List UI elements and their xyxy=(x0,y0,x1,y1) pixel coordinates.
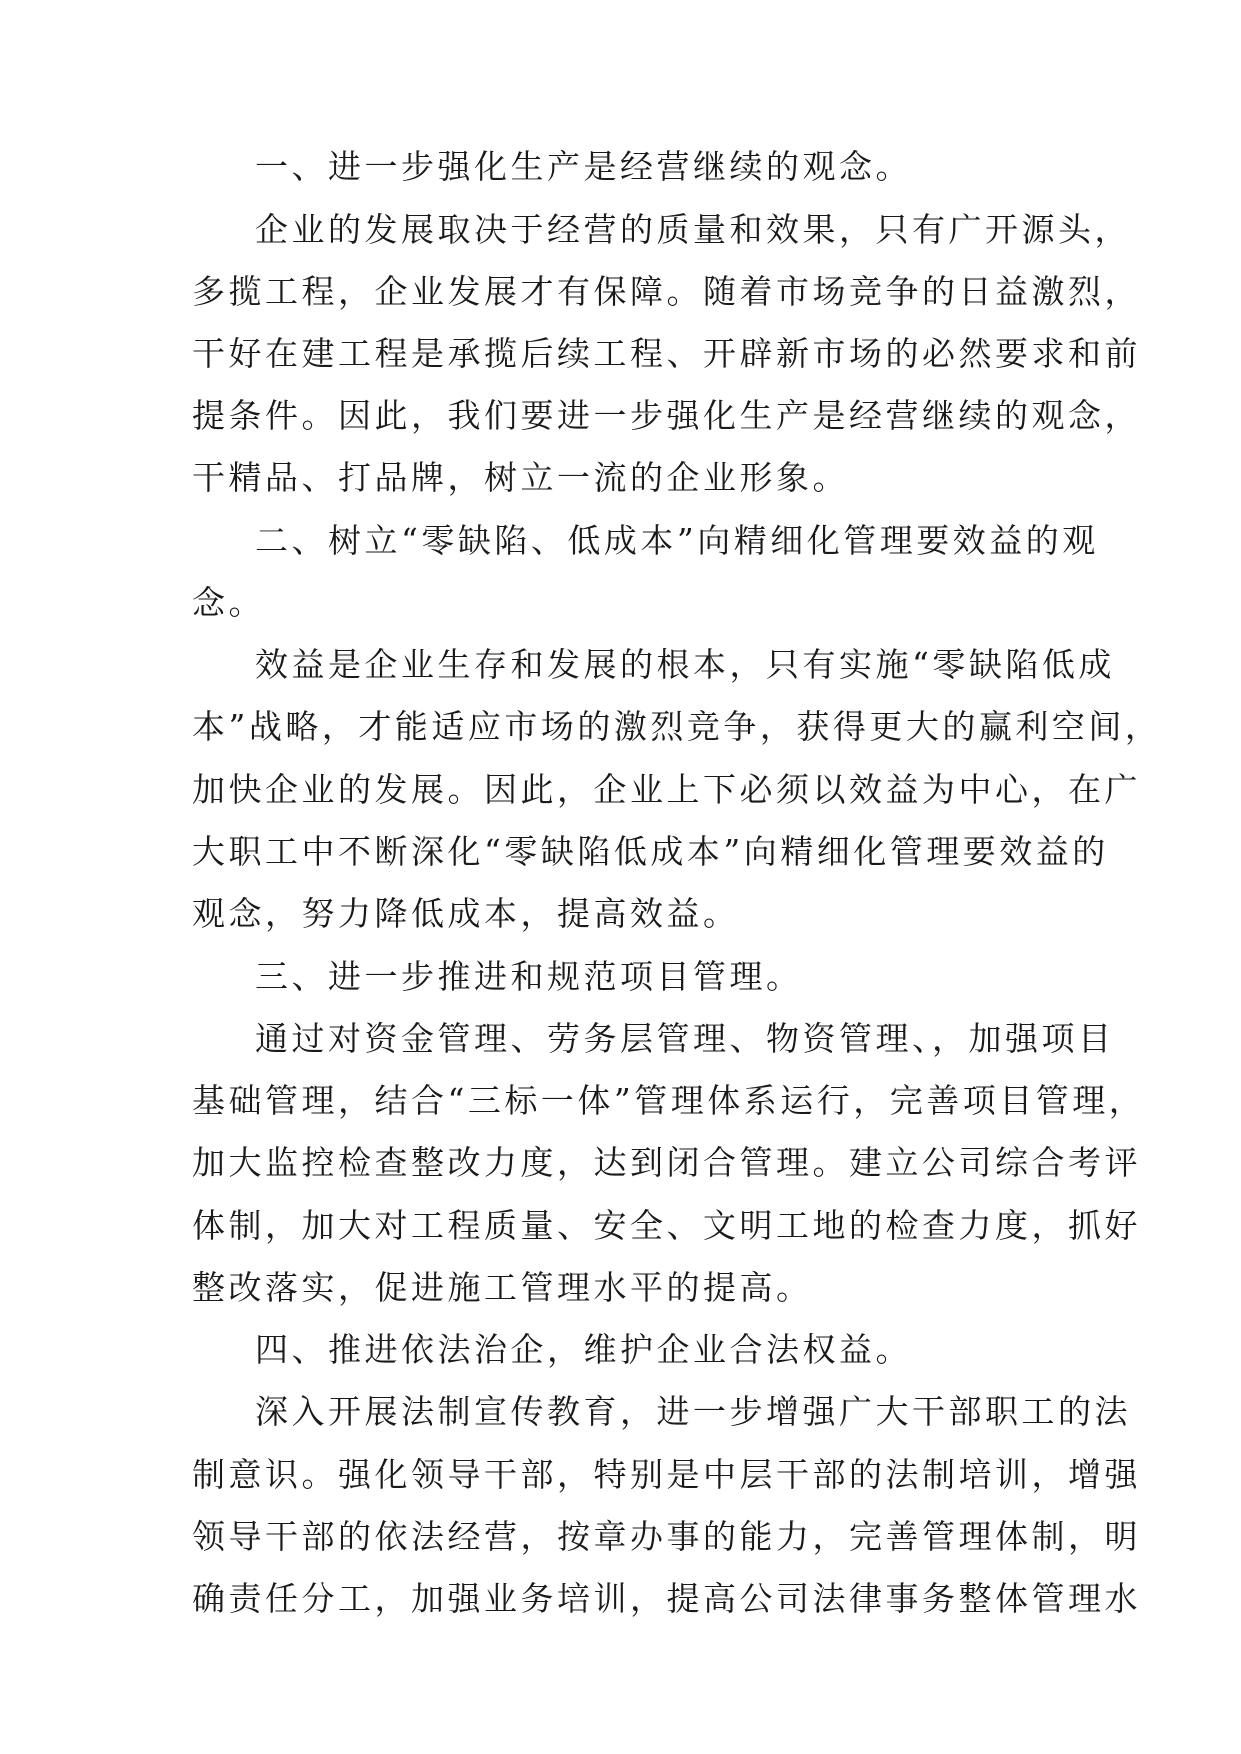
paragraph-line: 多揽工程，企业发展才有保障。随着市场竞争的日益激烈， xyxy=(192,272,1141,311)
section-heading-2: 二、树立“零缺陷、低成本”向精细化管理要效益的观 xyxy=(255,521,1099,560)
paragraph-line: 大职工中不断深化“零缺陷低成本”向精细化管理要效益的 xyxy=(192,832,1109,871)
paragraph-line: 干精品、打品牌，树立一流的企业形象。 xyxy=(192,458,849,497)
section-heading-3: 三、进一步推进和规范项目管理。 xyxy=(255,957,803,996)
paragraph-line: 领导干部的依法经营，按章办事的能力，完善管理体制，明 xyxy=(192,1517,1141,1556)
paragraph-line: 深入开展法制宣传教育，进一步增强广大干部职工的法 xyxy=(255,1392,1131,1431)
paragraph-line: 本”战略，才能适应市场的激烈竞争，获得更大的赢利空间， xyxy=(192,707,1162,746)
paragraph-line: 加大监控检查整改力度，达到闭合管理。建立公司综合考评 xyxy=(192,1143,1141,1182)
paragraph-line: 干好在建工程是承揽后续工程、开辟新市场的必然要求和前 xyxy=(192,334,1141,373)
paragraph-line: 企业的发展取决于经营的质量和效果，只有广开源头， xyxy=(255,210,1131,249)
paragraph-line: 加快企业的发展。因此，企业上下必须以效益为中心，在广 xyxy=(192,770,1141,809)
section-heading-1: 一、进一步强化生产是经营继续的观念。 xyxy=(255,147,912,186)
paragraph-line: 效益是企业生存和发展的根本，只有实施“零缺陷低成 xyxy=(255,645,1115,684)
section-heading-2-cont: 念。 xyxy=(192,583,265,622)
paragraph-line: 基础管理，结合“三标一体”管理体系运行，完善项目管理， xyxy=(192,1081,1146,1120)
paragraph-line: 整改落实，促进施工管理水平的提高。 xyxy=(192,1268,813,1307)
paragraph-line: 制意识。强化领导干部，特别是中层干部的法制培训，增强 xyxy=(192,1455,1141,1494)
paragraph-line: 确责任分工，加强业务培训，提高公司法律事务整体管理水 xyxy=(192,1579,1141,1618)
section-heading-4: 四、推进依法治企，维护企业合法权益。 xyxy=(255,1330,912,1369)
paragraph-line: 观念，努力降低成本，提高效益。 xyxy=(192,894,740,933)
paragraph-line: 体制，加大对工程质量、安全、文明工地的检查力度，抓好 xyxy=(192,1206,1141,1245)
paragraph-line: 通过对资金管理、劳务层管理、物资管理、，加强项目 xyxy=(255,1019,1115,1058)
paragraph-line: 提条件。因此，我们要进一步强化生产是经营继续的观念， xyxy=(192,396,1141,435)
